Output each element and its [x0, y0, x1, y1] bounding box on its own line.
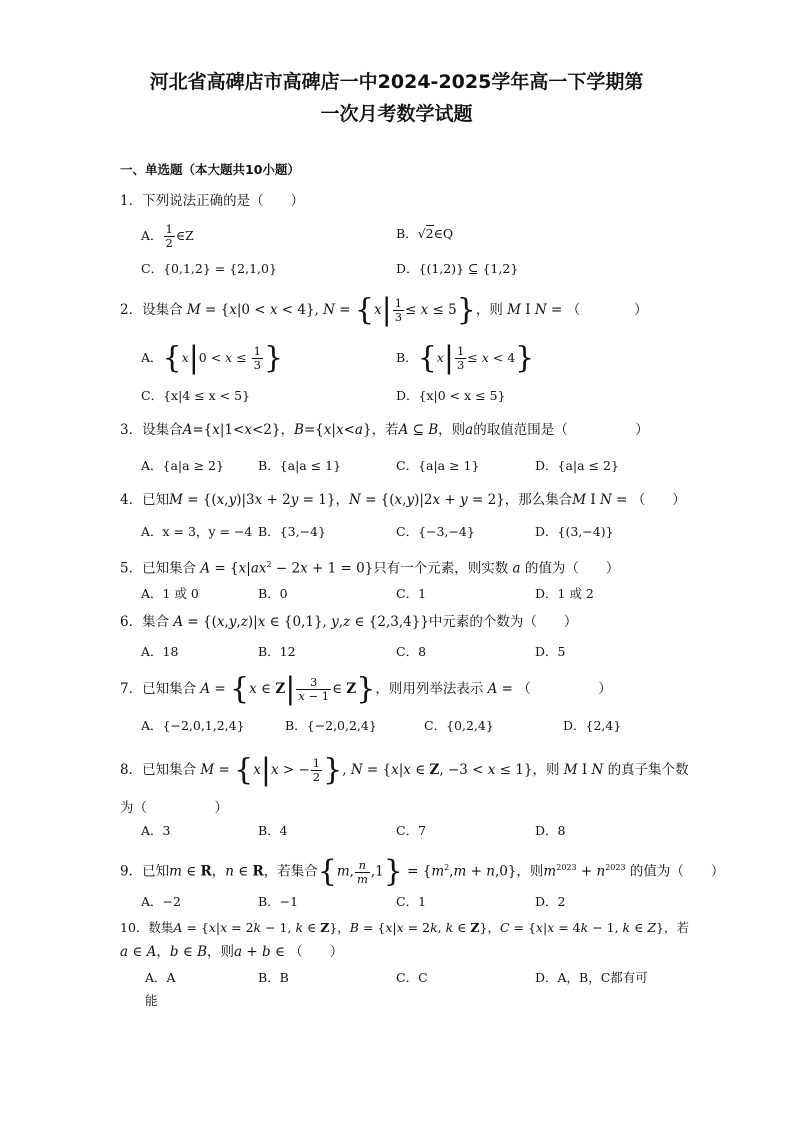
- question-2-option-a: A．{x|0 < x ≤ $\frac{1}{3}$ }: [141, 340, 284, 376]
- question-10-option-a: A．A: [145, 970, 176, 985]
- question-1-option-d: D．{(1,2)} ⊆ {1,2}: [396, 261, 519, 276]
- question-4-option-b: B．{3,−4}: [258, 524, 326, 539]
- question-6-stem: 6．集合 A = {(x,y,z)|x ∈ {0,1}, y,z ∈ {2,3,4}}中元素的个数为（ ）: [120, 614, 578, 630]
- question-6-option-d: D．5: [535, 644, 566, 659]
- question-10-option-d-cont: 能: [145, 993, 158, 1008]
- question-3-option-d: D．{a|a ≤ 2}: [535, 458, 619, 473]
- question-8-option-b: B．4: [258, 823, 288, 838]
- title-line-1: 河北省高碑店市高碑店一中2024-2025学年高一下学期第: [149, 71, 644, 93]
- question-9-stem: 9．已知m ∈ R，n ∈ R，若集合{m, $\frac{n}{m}$ $,1\} = \{m^2,m + n,0\}$，则$m^{2023} + n^{2023}$ 的值为（ ）: [120, 854, 725, 889]
- question-2-option-d: D．{x|0 < x ≤ 5}: [396, 388, 506, 403]
- question-7-option-a: A．{−2,0,1,2,4}: [141, 718, 245, 733]
- question-10-option-c: C．C: [396, 970, 428, 985]
- question-7-option-c: C．{0,2,4}: [424, 718, 494, 733]
- question-3-option-c: C．{a|a ≥ 1}: [396, 458, 480, 473]
- question-7-stem: 7．已知集合 A = {x ∈ Z| $\frac{3}{x - 1}$ ∈ Z}，则用列举法表示 A = （ ）: [120, 671, 612, 707]
- question-3-option-a: A．{a|a ≥ 2}: [141, 458, 224, 473]
- question-6-option-c: C．8: [396, 644, 427, 659]
- question-10-stem-cont: a ∈ A，b ∈ B，则a + b ∈ （ ）: [120, 944, 344, 960]
- question-1-option-b: B．√2∈Q: [396, 226, 454, 241]
- question-3-option-b: B．{a|a ≤ 1}: [258, 458, 342, 473]
- question-6-option-b: B．12: [258, 644, 296, 659]
- question-8-option-d: D．8: [535, 823, 566, 838]
- question-1-option-c: C．{0,1,2} = {2,1,0}: [141, 261, 277, 276]
- question-9-option-b: B．−1: [258, 894, 299, 909]
- question-4-option-a: A．x = 3，y = −4: [141, 524, 253, 539]
- question-4-option-d: D．{(3,−4)}: [535, 524, 614, 539]
- question-5-option-c: C．1: [396, 586, 427, 601]
- question-1-stem: 1．下列说法正确的是（ ）: [120, 193, 305, 209]
- question-4-stem: 4．已知M = {(x,y)|3x + 2y = 1}，N = {(x,y)|2x + y = 2}，那么集合M I N = （ ）: [120, 492, 686, 508]
- question-1-option-a: A． $\frac{1}{2}$ ∈Z: [141, 222, 194, 250]
- question-4-option-c: C．{−3,−4}: [396, 524, 475, 539]
- question-5-option-a: A．1 或 0: [141, 586, 199, 601]
- question-8-stem-cont: 为（ ）: [120, 800, 228, 816]
- question-10-option-d: D．A，B，C都有可: [535, 970, 648, 985]
- question-2-stem: 2．设集合 M = {x|0 < x < 4}, N = {x| $\frac{1}{3}$ ≤ x ≤ 5}，则 M I N = （ ）: [120, 292, 648, 328]
- section-heading: 一、单选题（本大题共10小题）: [120, 162, 300, 177]
- title-line-2: 一次月考数学试题: [320, 103, 473, 125]
- page-title: [60, 66, 733, 130]
- question-5-stem: 5．已知集合 $A = \{x|ax^2 - 2x + 1 = 0\}$只有一个元素，则实数 a 的值为（ ）: [120, 560, 620, 577]
- question-5-option-b: B．0: [258, 586, 288, 601]
- question-8-option-a: A．3: [141, 823, 171, 838]
- question-8-option-c: C．7: [396, 823, 427, 838]
- question-10-stem: 10．数集A = {x|x = 2k − 1, k ∈ Z}，B = {x|x = 2k, k ∈ Z}，C = {x|x = 4k − 1, k ∈ Z}，若: [120, 920, 689, 935]
- question-8-stem: 8．已知集合 M = {x|x > − $\frac{1}{2}$ }, N = {x|x ∈ Z, −3 < x ≤ 1}，则 M I N 的真子集个数: [120, 752, 689, 788]
- question-5-option-d: D．1 或 2: [535, 586, 594, 601]
- question-2-option-b: B．{x| $\frac{1}{3}$ ≤ x < 4}: [396, 340, 535, 376]
- question-9-option-d: D．2: [535, 894, 566, 909]
- question-7-option-b: B．{−2,0,2,4}: [285, 718, 377, 733]
- question-2-option-c: C．{x|4 ≤ x < 5}: [141, 388, 251, 403]
- question-9-option-a: A．−2: [141, 894, 181, 909]
- question-10-option-b: B．B: [258, 970, 289, 985]
- question-6-option-a: A．18: [141, 644, 179, 659]
- question-3-stem: 3．设集合A={x|1<x<2}，B={x|x<a}，若A ⊆ B，则a的取值范围是（ ）: [120, 422, 649, 438]
- question-7-option-d: D．{2,4}: [563, 718, 622, 733]
- question-9-option-c: C．1: [396, 894, 427, 909]
